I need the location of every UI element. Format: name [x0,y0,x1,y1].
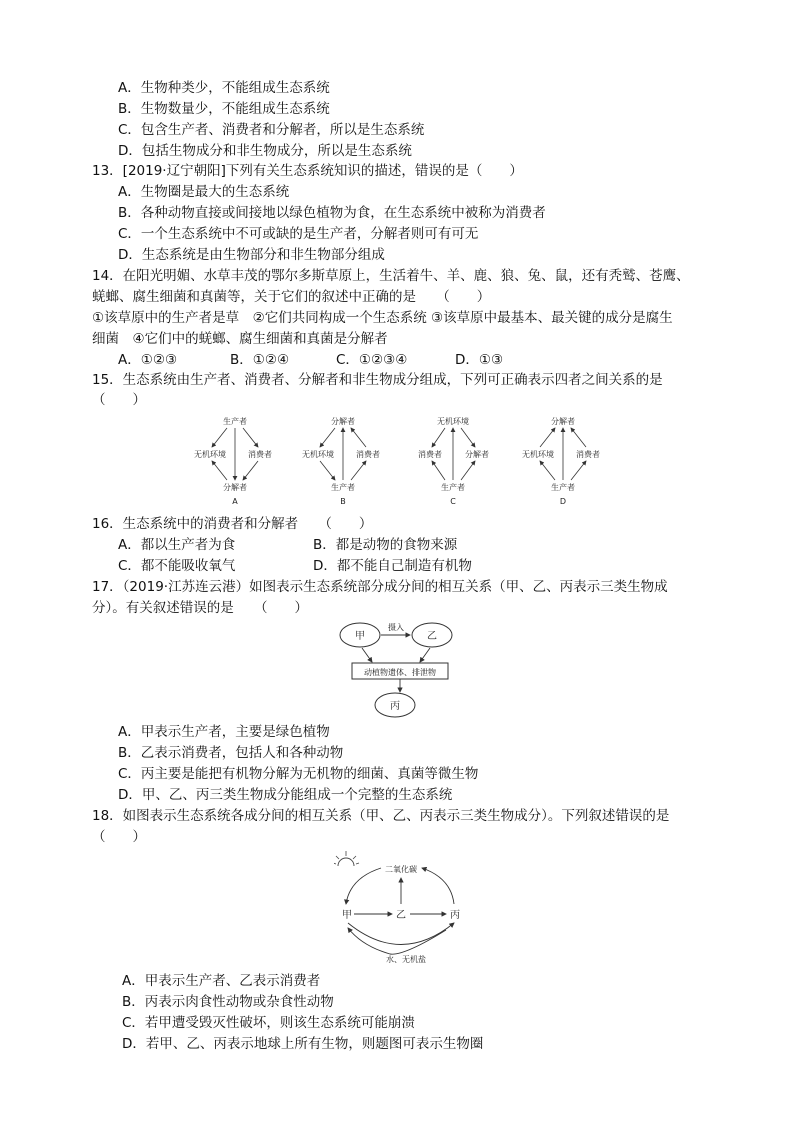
q14-stem-line2: 蜣螂、腐生细菌和真菌等，关于它们的叙述中正确的是 （ ） [92,289,491,305]
q14-option-a: A．①②③ [118,352,178,368]
q17-option-c: C．丙主要是能把有机物分解为无机物的细菌、真菌等微生物 [118,766,479,782]
q16-stem: 16．生态系统中的消费者和分解者 （ ） [92,516,373,532]
q15-diagrams [180,410,620,512]
q14-option-b: B．①②④ [230,352,290,368]
q17-stem-line1: 17．（2019·江苏连云港）如图表示生态系统部分成分间的相互关系（甲、乙、丙表示三类生物成 [92,579,668,595]
q15-a-letter: A [232,497,238,506]
q13-stem: 13．[2019·辽宁朝阳]下列有关生态系统知识的描述，错误的是（ ） [92,163,523,179]
q15-c-letter: C [450,497,456,506]
q14-stem-line3: ①该草原中的生产者是草 ②它们共同构成一个生态系统 ③该草原中最基本、最关键的成分是腐生 [92,310,673,326]
q17-label-a: 甲 [355,631,365,642]
q15-d-letter: D [559,497,567,506]
q17-box-label: 动植物遗体、排泄物 [364,668,436,677]
q15-a-top: 生产者 [223,417,247,426]
q15-c-left: 消费者 [418,450,442,459]
q17-option-d: D．甲、乙、丙三类生物成分能组成一个完整的生态系统 [118,787,453,803]
q18-option-c: C．若甲遭受毁灭性破坏，则该生态系统可能崩溃 [122,1015,415,1031]
q16-option-b: B．都是动物的食物来源 [313,537,458,553]
q15-diagram-b [302,416,380,506]
q15-stem-line2: （ ） [92,392,146,408]
q15-stem-line1: 15．生态系统由生产者、消费者、分解者和非生物成分组成，下列可正确表示四者之间关系的是 [92,372,663,388]
q12-option-d: D．包括生物成分和非生物成分，所以是生态系统 [118,143,412,159]
q15-d-top: 分解者 [551,417,575,426]
q18-label-b: 乙 [396,910,406,921]
q15-b-bottom: 生产者 [331,483,355,492]
sun-icon [334,851,359,866]
q15-diagram-a [194,416,272,506]
q17-arrow-label: 摄入 [388,623,404,632]
q15-b-letter: B [340,497,346,506]
q15-a-left: 无机环境 [194,450,226,459]
q18-label-water: 水、无机盐 [386,955,426,964]
q13-option-a: A．生物圈是最大的生态系统 [118,184,290,200]
q14-stem-line4: 细菌 ④它们中的蜣螂、腐生细菌和真菌是分解者 [92,331,388,347]
q15-c-right: 分解者 [465,450,489,459]
q16-option-d: D．都不能自己制造有机物 [313,558,472,574]
q13-option-b: B．各种动物直接或间接地以绿色植物为食，在生态系统中被称为消费者 [118,205,546,221]
q18-option-b: B．丙表示肉食性动物或杂食性动物 [122,994,334,1010]
q17-stem-line2: 分）。有关叙述错误的是 （ ） [92,600,308,616]
q15-c-top: 无机环境 [437,417,469,426]
q12-option-c: C．包含生产者、消费者和分解者，所以是生态系统 [118,122,425,138]
q17-option-b: B．乙表示消费者，包括人和各种动物 [118,745,344,761]
q17-option-a: A．甲表示生产者，主要是绿色植物 [118,724,330,740]
q14-stem-line1: 14．在阳光明媚、水草丰茂的鄂尔多斯草原上，生活着牛、羊、鹿、狼、兔、鼠，还有秃鹫、苍鹰、 [92,268,690,284]
q15-a-right: 消费者 [248,450,272,459]
q15-diagram-c [418,416,489,506]
q17-diagram [338,616,462,720]
q15-b-top: 分解者 [331,417,355,426]
q15-b-right: 消费者 [356,450,380,459]
q18-label-c: 丙 [450,910,460,921]
q15-d-right: 消费者 [576,450,600,459]
q18-option-a: A．甲表示生产者、乙表示消费者 [122,973,321,989]
q15-c-bottom: 生产者 [441,483,465,492]
q15-diagram-d [522,416,600,506]
q17-label-c: 丙 [390,701,400,712]
q14-option-c: C．①②③④ [336,352,408,368]
q18-label-a: 甲 [342,910,352,921]
q18-diagram [334,848,468,968]
q15-d-left: 无机环境 [522,450,554,459]
q13-option-c: C．一个生态系统中不可或缺的是生产者，分解者则可有可无 [118,226,479,242]
q15-a-bottom: 分解者 [223,483,247,492]
q12-option-b: B．生物数量少，不能组成生态系统 [118,101,330,117]
q15-d-bottom: 生产者 [551,483,575,492]
q18-option-d: D．若甲、乙、丙表示地球上所有生物，则题图可表示生物圈 [122,1036,484,1052]
q13-option-d: D．生态系统是由生物部分和非生物部分组成 [118,247,385,263]
q16-option-c: C．都不能吸收氧气 [118,558,236,574]
q18-stem-line1: 18．如图表示生态系统各成分间的相互关系（甲、乙、丙表示三类生物成分）。下列叙述错误的是 [92,808,670,824]
q12-option-a: A．生物种类少，不能组成生态系统 [118,80,330,96]
q18-label-co2: 二氧化碳 [385,865,417,874]
q14-option-d: D．①③ [455,352,504,368]
q18-stem-line2: （ ） [92,829,146,845]
q16-option-a: A．都以生产者为食 [118,537,236,553]
q17-label-b: 乙 [427,631,437,642]
q15-b-left: 无机环境 [302,450,334,459]
